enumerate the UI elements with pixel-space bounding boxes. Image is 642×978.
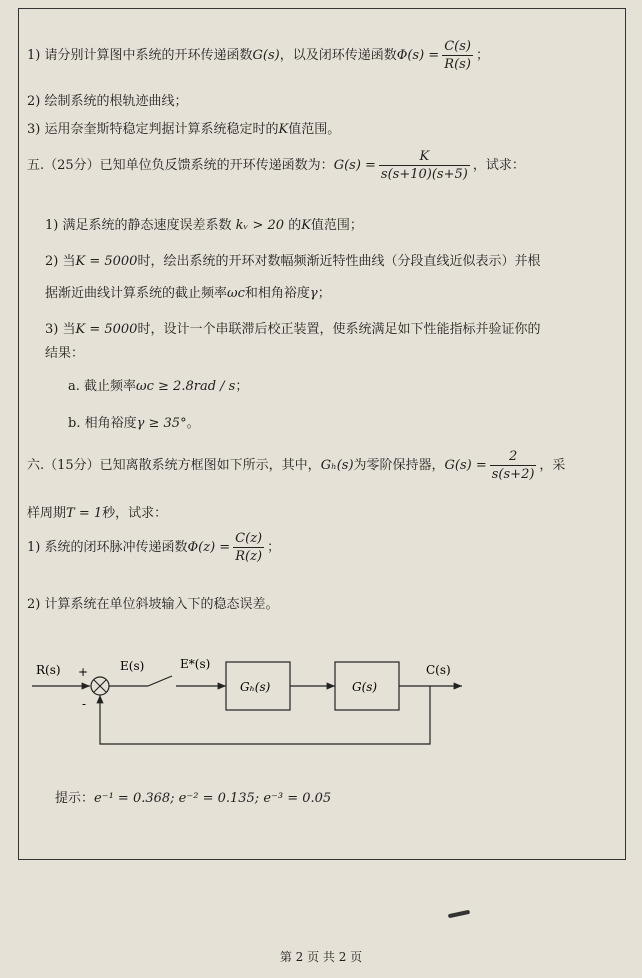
zoh-label: Gₕ(s) bbox=[240, 680, 271, 694]
q6-sub2: 2) 计算系统在单位斜坡输入下的稳态误差。 bbox=[27, 597, 279, 612]
q5-sub3-a: a. 截止频率ωc ≥ 2.8rad / s； bbox=[68, 379, 249, 394]
block-diagram bbox=[30, 648, 490, 756]
q6-line2: 样周期T = 1秒，试求： bbox=[27, 506, 168, 521]
page-footer: 第 2 页 共 2 页 bbox=[279, 950, 363, 964]
label-Estar: E*(s) bbox=[180, 657, 211, 671]
label-minus: - bbox=[82, 697, 87, 711]
q6-phi-fraction: $\frac{C(z)}{R(z)}$ bbox=[235, 531, 263, 564]
q5-sub2: 2) 当K = 5000时，绘出系统的开环对数幅频渐近特性曲线（分段直线近似表示）并根 bbox=[45, 254, 541, 269]
q4-phi-fraction: $\frac{C(s)}{R(s)}$ bbox=[444, 39, 471, 72]
q5-sub2-cont: 据渐近曲线计算系统的截止频率ωc和相角裕度γ； bbox=[45, 286, 331, 301]
plant-label: G(s) bbox=[352, 680, 378, 694]
q4-item3: 3) 运用奈奎斯特稳定判据计算系统稳定时的K值范围。 bbox=[27, 122, 341, 137]
q6-sub1: 1) 系统的闭环脉冲传递函数Φ(z) = $\frac{C(z)}{R(z)}$ ； bbox=[27, 531, 281, 564]
label-R: R(s) bbox=[36, 663, 61, 677]
q5-sub3: 3) 当K = 5000时，设计一个串联滞后校正装置，使系统满足如下性能指标并验证你的 bbox=[45, 322, 541, 337]
q5-sub1: 1) 满足系统的静态速度误差系数 kᵥ > 20 的K值范围； bbox=[45, 218, 363, 233]
hint: 提示：e⁻¹ = 0.368; e⁻² = 0.135; e⁻³ = 0.05 bbox=[55, 791, 332, 806]
label-plus: + bbox=[78, 665, 89, 679]
ink-mark bbox=[448, 910, 470, 918]
label-C: C(s) bbox=[426, 663, 451, 677]
q5-sub3-b: b. 相角裕度γ ≥ 35°。 bbox=[68, 416, 200, 431]
q4-item1: 1) 请分别计算图中系统的开环传递函数G(s)，以及闭环传递函数Φ(s) = $\frac{C(s)}{R(s)}$ ； bbox=[27, 39, 489, 72]
feedback-path bbox=[100, 686, 430, 744]
q4-item2: 2) 绘制系统的根轨迹曲线； bbox=[27, 94, 188, 109]
q5-heading: 五.（25分）已知单位负反馈系统的开环传递函数为：G(s) = $\frac{K}{s(s+10)(s+5)}$ ，试求： bbox=[27, 149, 525, 182]
q5-g-fraction: $\frac{K}{s(s+10)(s+5)}$ bbox=[380, 149, 468, 182]
q6-g-fraction: $\frac{2}{s(s+2)}$ bbox=[491, 449, 535, 482]
q5-sub3-cont: 结果： bbox=[45, 346, 85, 361]
q6-heading: 六.（15分）已知离散系统方框图如下所示，其中，Gₕ(s)为零阶保持器，G(s) = $\frac{2}{s(s+2)}$ ，采 bbox=[27, 449, 566, 482]
label-E: E(s) bbox=[120, 659, 145, 673]
sampler-switch bbox=[148, 676, 172, 686]
